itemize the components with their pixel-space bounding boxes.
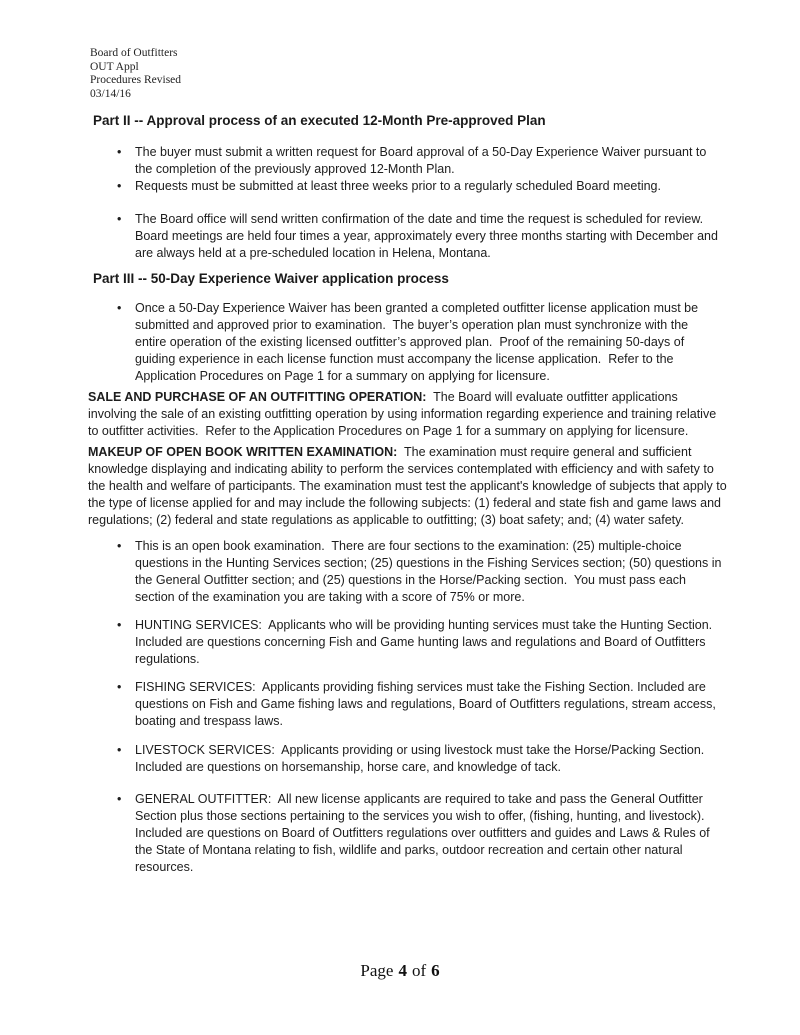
footer-total-pages: 6 bbox=[431, 961, 440, 980]
bullet-item-fishing bbox=[0, 679, 800, 730]
bullet-marker: • bbox=[117, 792, 122, 806]
page-footer bbox=[0, 961, 800, 981]
paragraph-lead-label: MAKEUP OF OPEN BOOK WRITTEN EXAMINATION: bbox=[88, 445, 398, 459]
bullet-marker: • bbox=[117, 539, 122, 553]
bullet-marker: • bbox=[117, 743, 122, 757]
bullet-list-part2 bbox=[0, 144, 800, 262]
bullet-text: This is an open book examination. There are four sections to the examination: (25) multiple-choice questions in the Hunting Services section; (25) questions in the Fishing Services section; (50) questions in the General Outfitter section; and (25) questions in the Horse/Packing section. You must pass each section of the examination you are taking with a score of 75% or more. bbox=[135, 539, 725, 604]
paragraph-body-text: The Board will evaluate outfitter applications involving the sale of an existing outfitting operation by using information regarding experience and training relative to outfitter activities. Refer to the Application Procedures on Page 1 for a summary on applying for licensure. bbox=[88, 390, 720, 438]
bullet-item bbox=[0, 538, 800, 606]
footer-page-word: Page bbox=[360, 961, 394, 980]
bullet-item bbox=[0, 211, 800, 262]
paragraph-lead-label: SALE AND PURCHASE OF AN OUTFITTING OPERATION: bbox=[88, 390, 427, 404]
bullet-marker: • bbox=[117, 301, 122, 315]
bullet-text: LIVESTOCK SERVICES: Applicants providing or using livestock must take the Horse/Packing Section. Included are questions on horsemanship, horse care, and knowledge of tack. bbox=[135, 743, 708, 774]
footer-of-word: of bbox=[411, 961, 427, 980]
bullet-text: The buyer must submit a written request for Board approval of a 50-Day Experience Waiver pursuant to the completion of the previously approved 12-Month Plan. bbox=[135, 145, 710, 176]
bullet-marker: • bbox=[117, 145, 122, 159]
bullet-marker: • bbox=[117, 618, 122, 632]
document-header bbox=[90, 47, 800, 101]
header-line-org: Board of Outfitters bbox=[90, 47, 178, 59]
footer-page-number: 4 bbox=[398, 961, 407, 980]
header-line-doc: OUT Appl bbox=[90, 60, 139, 73]
bullet-list-examination bbox=[0, 538, 800, 876]
paragraph-body-text: The examination must require general and sufficient knowledge displaying and indicating ability to perform the services contemplated with efficiency and with safety to the health and welfare of participants. The examination must test the applicant's knowledge of subjects that apply to the type of license applied for and may include the following subjects: (1) federal and state fish and game laws and regulations; (2) federal and state regulations as applicable to outfitting; (3) boat safety; and; (4) water safety. bbox=[88, 445, 731, 527]
section-heading-part2: Part II -- Approval process of an executed 12-Month Pre-approved Plan bbox=[93, 113, 546, 128]
paragraph-sale-purchase bbox=[88, 389, 728, 440]
bullet-marker: • bbox=[117, 212, 122, 226]
bullet-text: Once a 50-Day Experience Waiver has been granted a completed outfitter license application must be submitted and approved prior to examination. The buyer’s operation plan must synchronize with the entire operation of the existing licensed outfitter’s approved plan. Proof of the remaining 50-days of guiding experience in each license function must accompany the license application. Refer to the Application Procedures on Page 1 for a summary on applying for licensure. bbox=[135, 301, 702, 383]
bullet-text: FISHING SERVICES: Applicants providing fishing services must take the Fishing Section. Included are questions on Fish and Game fishing laws and regulations, Board of Outfitters regulations, stream access, boating and trespass laws. bbox=[135, 680, 720, 728]
bullet-item-livestock bbox=[0, 742, 800, 776]
bullet-text: HUNTING SERVICES: Applicants who will be providing hunting services must take the Hunting Section. Included are questions concerning Fish and Game hunting laws and regulations and Board of Outfitters regulations. bbox=[135, 618, 716, 666]
bullet-text: GENERAL OUTFITTER: All new license applicants are required to take and pass the General Outfitter Section plus those sections pertaining to the services you wish to offer, (fishing, hunting, and livestock). Included are questions on Board of Outfitters regulations over outfitters and guides and Laws & Rules of the State of Montana relating to fish, wildlife and parks, outdoor recreation and certain other natural resources. bbox=[135, 792, 714, 874]
bullet-marker: • bbox=[117, 680, 122, 694]
bullet-item bbox=[0, 300, 800, 385]
header-line-revised: Procedures Revised bbox=[90, 74, 182, 86]
bullet-item bbox=[0, 178, 800, 195]
bullet-text: The Board office will send written confirmation of the date and time the request is scheduled for review. Board meetings are held four times a year, approximately every three months starting with December and are always held at a pre-scheduled location in Helena, Montana. bbox=[135, 212, 722, 260]
header-line-date: 03/14/16 bbox=[90, 87, 131, 100]
bullet-list-part3 bbox=[0, 300, 800, 385]
bullet-item-hunting bbox=[0, 617, 800, 668]
bullet-text: Requests must be submitted at least three weeks prior to a regularly scheduled Board meeting. bbox=[135, 179, 661, 193]
bullet-item-general-outfitter bbox=[0, 791, 800, 876]
bullet-item bbox=[0, 144, 800, 178]
bullet-marker: • bbox=[117, 179, 122, 193]
paragraph-exam-makeup bbox=[88, 444, 731, 529]
section-heading-part3: Part III -- 50-Day Experience Waiver application process bbox=[93, 271, 449, 286]
